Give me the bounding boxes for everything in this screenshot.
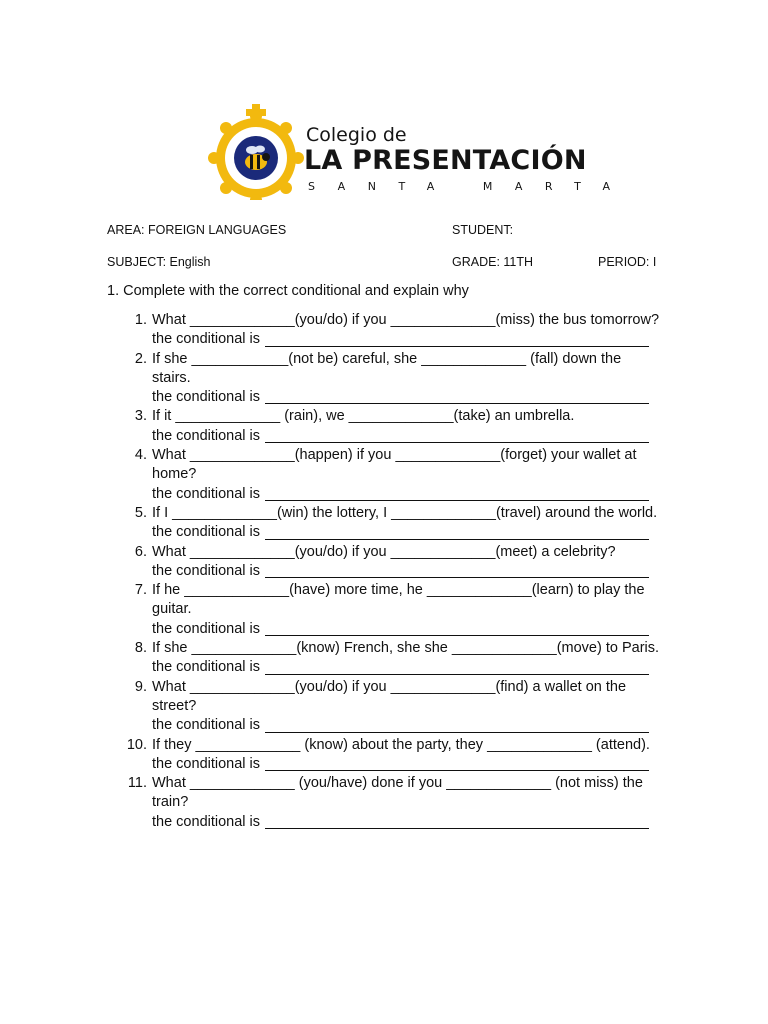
exercise-item (107, 736, 667, 775)
answer-line (265, 577, 649, 578)
student-label: STUDENT: (452, 223, 514, 237)
conditional-answer-field[interactable] (152, 620, 667, 639)
period-label: PERIOD: I (598, 255, 657, 269)
item-number: 6. (134, 543, 147, 560)
area-label: AREA: FOREIGN LANGUAGES (107, 223, 287, 237)
answer-line (265, 500, 649, 501)
school-name-big: LA PRESENTACIÓN (304, 145, 587, 176)
item-question: If they _____________ (know) about the party, they _____________ (attend). (152, 736, 650, 753)
item-question: If I _____________(win) the lottery, I _____________(travel) around the world. (152, 504, 658, 521)
school-name-small: Colegio de (306, 124, 407, 146)
conditional-label: the conditional is (152, 331, 261, 348)
item-number: 10. (126, 736, 147, 753)
item-question: What _____________(you/do) if you _____________(find) a wallet on the street? (152, 678, 627, 714)
item-question: If he _____________(have) more time, he _____________(learn) to play the guitar. (152, 582, 645, 618)
conditional-label: the conditional is (152, 813, 261, 830)
item-question: What _____________ (you/have) done if you _____________ (not miss) the train? (152, 775, 643, 811)
exercise-item (107, 543, 667, 582)
item-question: What _____________(happen) if you _____________(forget) your wallet at home? (152, 447, 637, 483)
conditional-label: the conditional is (152, 755, 261, 772)
answer-line (265, 442, 649, 443)
item-question: What _____________(you/do) if you _____________(meet) a celebrity? (152, 543, 616, 560)
item-number: 5. (134, 504, 147, 521)
conditional-label: the conditional is (152, 485, 261, 502)
item-question: What _____________(you/do) if you _____________(miss) the bus tomorrow? (152, 312, 660, 328)
exercise-list (107, 311, 667, 832)
answer-line (265, 770, 649, 771)
conditional-label: the conditional is (152, 562, 261, 579)
item-number: 9. (134, 678, 147, 695)
school-logo (200, 102, 633, 204)
exercise-instruction: 1. Complete with the correct conditional and explain why (107, 283, 469, 299)
conditional-answer-field[interactable] (152, 523, 667, 542)
grade-label: GRADE: 11TH (452, 255, 534, 269)
exercise-item (107, 581, 667, 639)
conditional-label: the conditional is (152, 427, 261, 444)
answer-line (265, 635, 649, 636)
exercise-item (107, 446, 667, 504)
conditional-answer-field[interactable] (152, 716, 667, 735)
conditional-answer-field[interactable] (152, 658, 667, 677)
answer-line (265, 828, 649, 829)
item-number: 3. (134, 408, 147, 425)
conditional-answer-field[interactable] (152, 330, 667, 349)
exercise-item (107, 350, 667, 408)
answer-line (265, 732, 649, 733)
conditional-label: the conditional is (152, 717, 261, 734)
item-number: 7. (134, 582, 147, 599)
item-question: If she _____________(know) French, she she _____________(move) to Paris. (152, 640, 660, 657)
exercise-item (107, 639, 667, 678)
conditional-answer-field[interactable] (152, 388, 667, 407)
exercise-item (107, 311, 667, 350)
conditional-label: the conditional is (152, 389, 261, 406)
answer-line (265, 403, 649, 404)
exercise-item (107, 504, 667, 543)
subject-label: SUBJECT: English (107, 255, 211, 269)
item-number: 2. (134, 350, 147, 367)
answer-line (265, 539, 649, 540)
item-question: If she ____________(not be) careful, she _____________ (fall) down the stairs. (152, 350, 622, 386)
item-number: 4. (134, 447, 147, 464)
conditional-label: the conditional is (152, 524, 261, 541)
answer-line (265, 346, 649, 347)
conditional-label: the conditional is (152, 620, 261, 637)
exercise-item (107, 407, 667, 446)
conditional-answer-field[interactable] (152, 427, 667, 446)
exercise-item (107, 774, 667, 832)
conditional-label: the conditional is (152, 659, 261, 676)
item-number: 11. (127, 775, 147, 792)
item-question: If it _____________ (rain), we _____________(take) an umbrella. (152, 408, 575, 425)
exercise-item (107, 678, 667, 736)
item-number: 1. (134, 312, 147, 328)
school-seal-icon (208, 104, 304, 200)
conditional-answer-field[interactable] (152, 755, 667, 774)
item-number: 8. (134, 640, 147, 657)
conditional-answer-field[interactable] (152, 562, 667, 581)
conditional-answer-field[interactable] (152, 813, 667, 832)
answer-line (265, 674, 649, 675)
conditional-answer-field[interactable] (152, 485, 667, 504)
school-city: SANTA MARTA (308, 180, 633, 193)
